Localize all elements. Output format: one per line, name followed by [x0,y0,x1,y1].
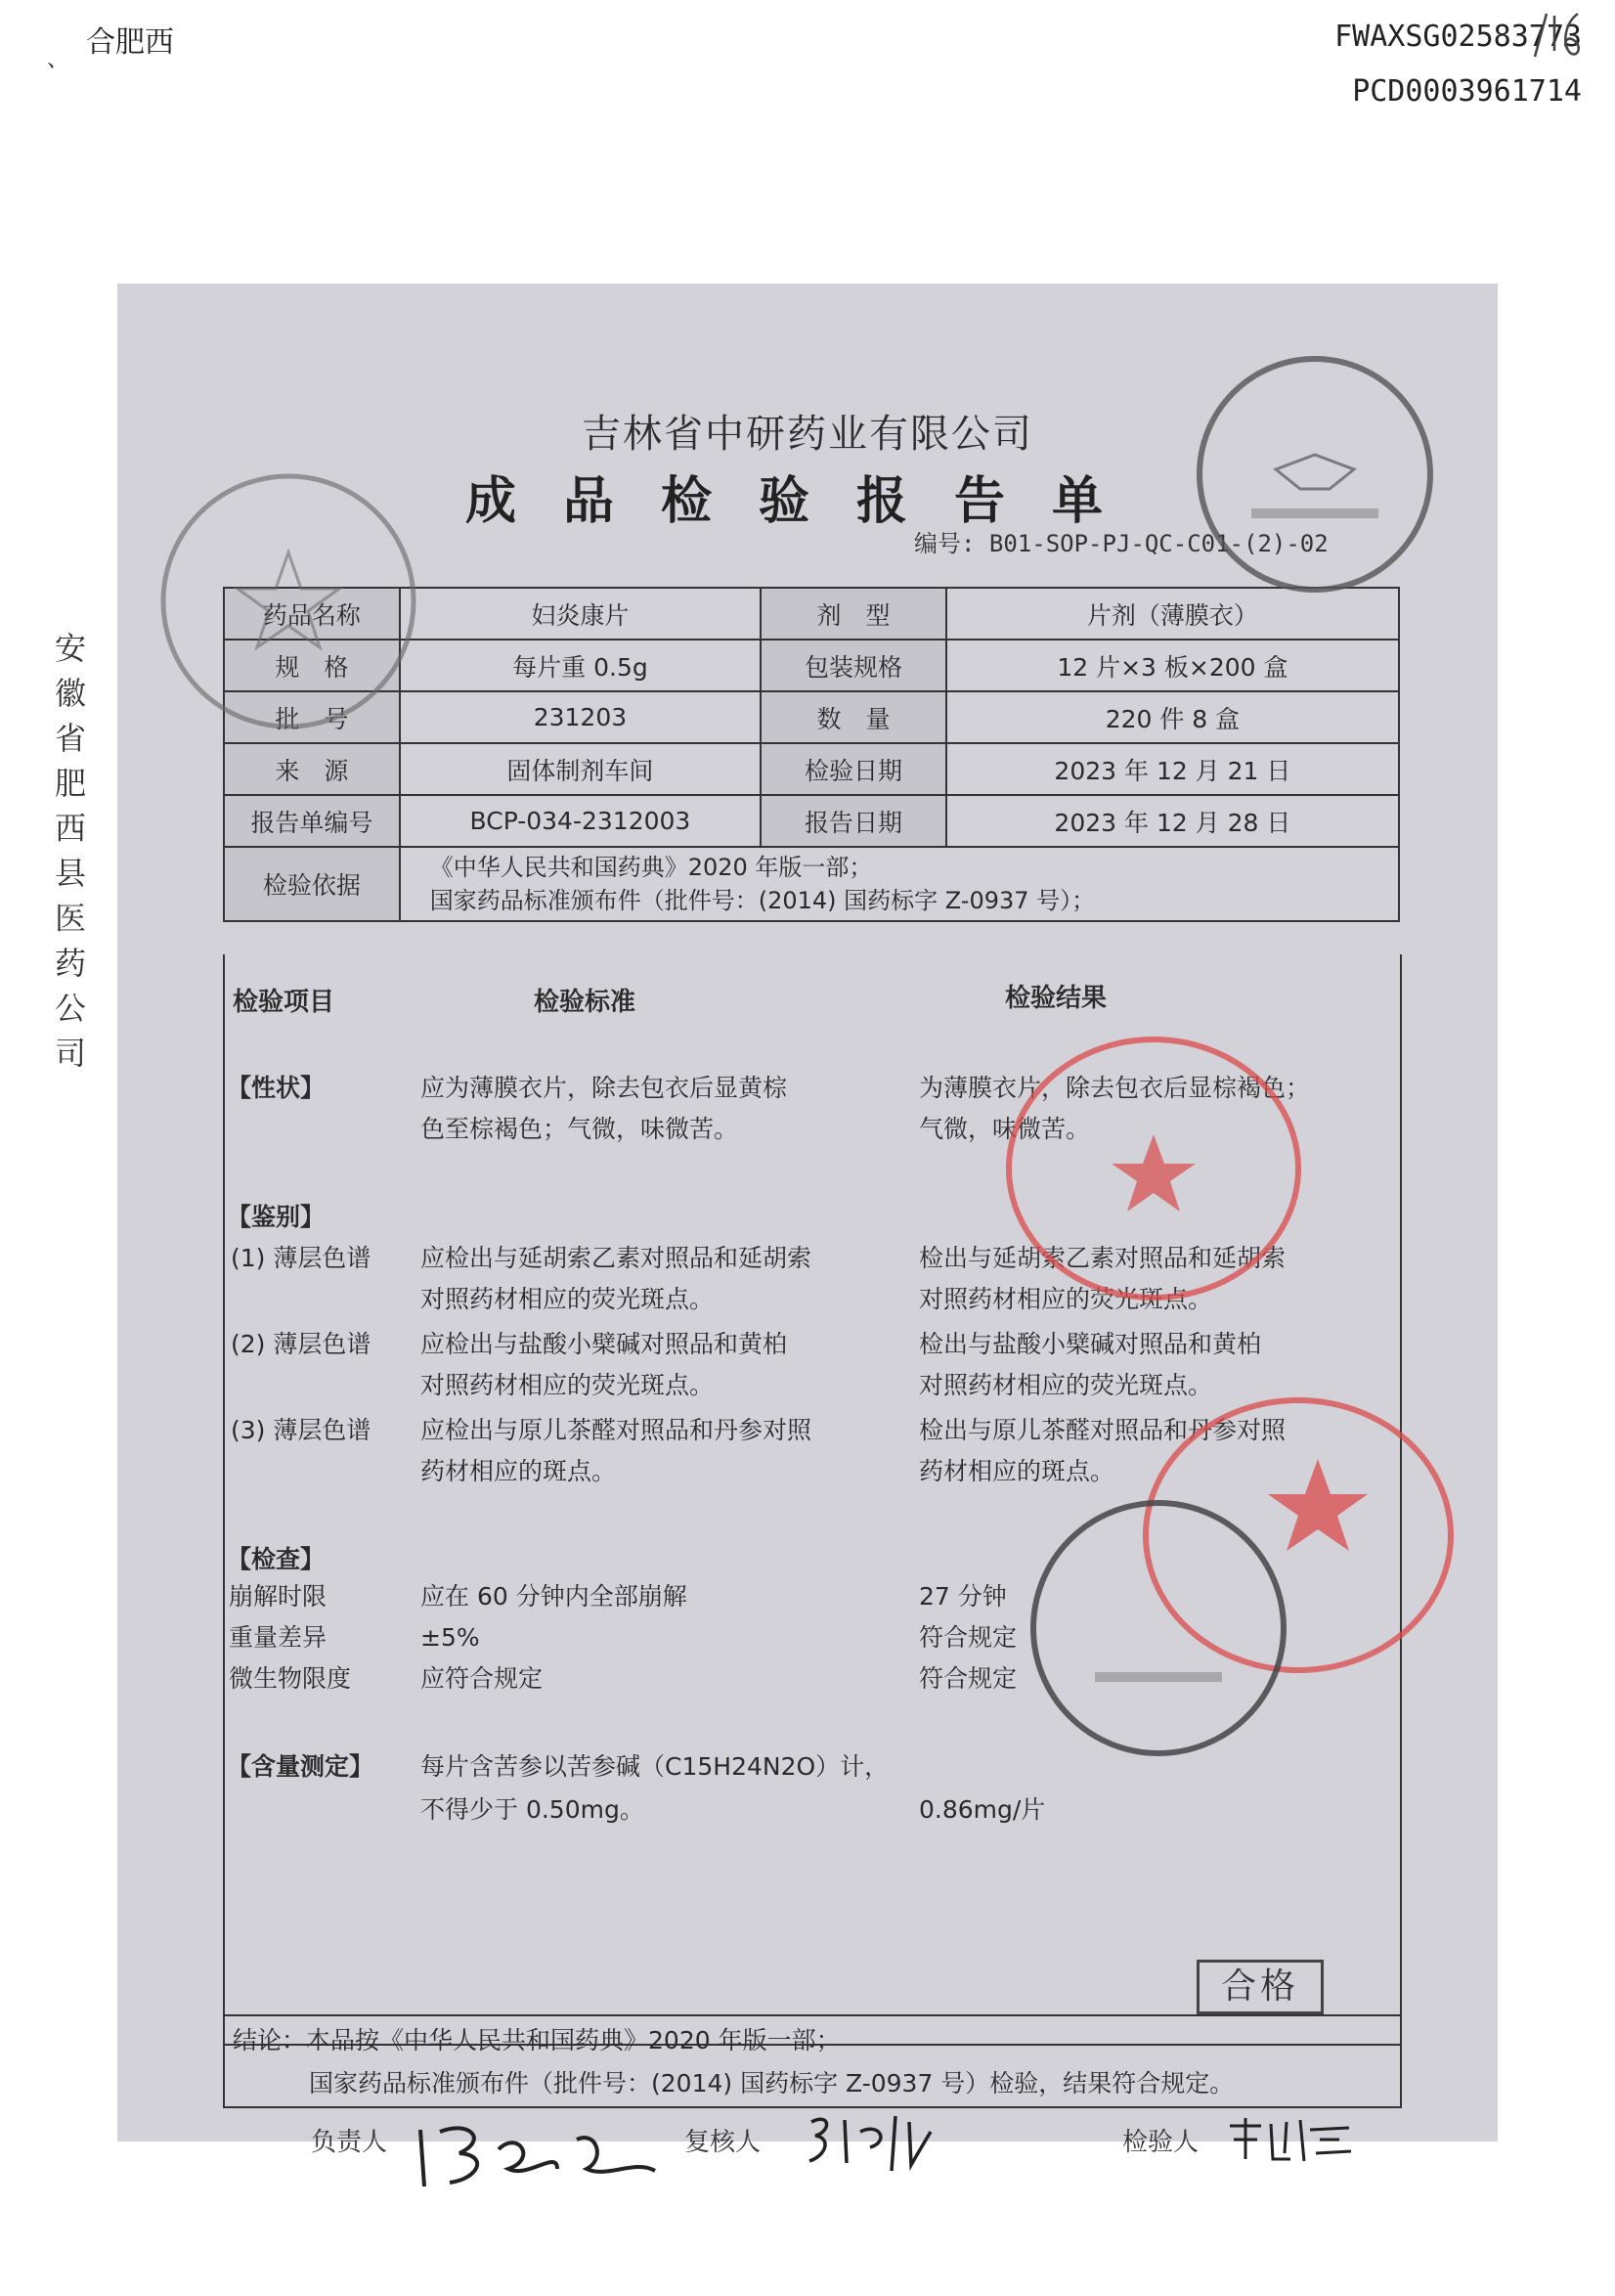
inspection-result: 符合规定 [919,1623,1018,1652]
package-label: 包装规格 [761,640,946,691]
report-title: 成品检验报告单 [464,471,1150,531]
document-id-1: FWAXSG02583773 [1334,20,1582,54]
basis-line-2: 国家药品标准颁布件（批件号：(2014) 国药标字 Z-0937 号）； [429,887,1096,914]
reviewer-signature [802,2102,938,2181]
product-name: 妇炎康片 [400,588,761,640]
identification-item-name: (1) 薄层色谱 [231,1244,371,1272]
identification-standard: 应检出与盐酸小檗碱对照品和黄柏 [420,1330,788,1358]
table-row [224,795,1399,847]
basis-label: 检验依据 [224,847,400,921]
identification-standard: 药材相应的斑点。 [420,1457,617,1485]
dosage-form: 片剂（薄膜衣） [946,588,1399,640]
column-header-standard: 检验标准 [534,988,636,1017]
inspection-standard: 应在 60 分钟内全部崩解 [420,1582,687,1611]
identification-result: 检出与延胡索乙素对照品和延胡索 [919,1244,1287,1272]
report-number: BCP-034-2312003 [400,795,761,847]
batch: 231203 [400,691,761,743]
document-id-2: PCD0003961714 [1352,74,1582,109]
batch-label: 批 号 [224,691,400,743]
column-header-result: 检验结果 [1005,984,1108,1013]
pass-stamp: 合格 [1197,1960,1324,2014]
identification-result: 检出与原儿茶醛对照品和丹参对照 [919,1416,1287,1444]
report-number-label: 报告单编号 [224,795,400,847]
inspection-item-name: 崩解时限 [229,1582,327,1611]
inspector-signature [1222,2110,1359,2169]
identification-result: 对照药材相应的荧光斑点。 [919,1371,1213,1399]
assay-standard-1: 每片含苦参以苦参碱（C15H24N2O）计， [420,1752,890,1781]
quantity: 220 件 8 盒 [946,691,1399,743]
responsible-signature [411,2110,665,2198]
responsible-label: 负责人 [311,2128,388,2157]
appearance-result-2: 气微，味微苦。 [919,1115,1091,1143]
source-label: 来 源 [224,743,400,795]
identification-title: 【鉴别】 [227,1203,326,1231]
top-left-label [47,18,174,72]
assay-standard-2: 不得少于 0.50mg。 [420,1795,644,1824]
inspection-title: 【检查】 [227,1545,326,1573]
conclusion-line-1: 结论：本品按《中华人民共和国药典》2020 年版一部； [233,2026,841,2054]
document-number-value: B01-SOP-PJ-QC-C01-(2)-02 [988,530,1329,557]
identification-item-name: (3) 薄层色谱 [231,1416,371,1444]
basis [400,847,1399,921]
scan-mark: 、 [47,48,69,72]
identification-standard: 对照药材相应的荧光斑点。 [420,1285,715,1313]
inspection-result: 符合规定 [919,1664,1018,1693]
table-row [224,847,1399,921]
identification-result: 药材相应的斑点。 [919,1457,1115,1485]
report-date: 2023 年 12 月 28 日 [946,795,1399,847]
spec-label: 规 格 [224,640,400,691]
quantity-label: 数 量 [761,691,946,743]
inspection-standard: 应符合规定 [420,1664,544,1693]
identification-standard: 应检出与原儿茶醛对照品和丹参对照 [420,1416,812,1444]
inspection-item-name: 微生物限度 [229,1664,352,1693]
spec: 每片重 0.5g [400,640,761,691]
inspection-standard: ±5% [420,1623,480,1652]
report-date-label: 报告日期 [761,795,946,847]
identification-standard: 应检出与延胡索乙素对照品和延胡索 [420,1244,812,1272]
company-name: 吉林省中研药业有限公司 [582,412,1033,457]
company-inspection-seal-top [1183,342,1447,606]
document-number-label: 编号: [914,530,976,557]
appearance-title: 【性状】 [227,1074,326,1102]
top-left-text: 合肥西 [86,25,174,60]
identification-standard: 对照药材相应的荧光斑点。 [420,1371,715,1399]
conclusion-line-2: 国家药品标准颁布件（批件号：(2014) 国药标字 Z-0937 号）检验，结果符合规定。 [309,2069,1235,2097]
assay-result: 0.86mg/片 [919,1795,1046,1824]
appearance-standard-2: 色至棕褐色；气微，味微苦。 [420,1115,739,1143]
side-vertical-text: 安徽省肥西县医药公司 [54,630,86,1072]
identification-item-name: (2) 薄层色谱 [231,1330,371,1358]
test-date: 2023 年 12 月 21 日 [946,743,1399,795]
appearance-result-1: 为薄膜衣片，除去包衣后显棕褐色； [919,1074,1311,1102]
identification-result: 对照药材相应的荧光斑点。 [919,1285,1213,1313]
dosage-form-label: 剂 型 [761,588,946,640]
identification-result: 检出与盐酸小檗碱对照品和黄柏 [919,1330,1262,1358]
test-date-label: 检验日期 [761,743,946,795]
inspection-result: 27 分钟 [919,1582,1007,1611]
assay-title: 【含量测定】 [227,1752,374,1781]
product-name-label: 药品名称 [224,588,400,640]
reviewer-label: 复核人 [684,2128,762,2157]
package: 12 片×3 板×200 盒 [946,640,1399,691]
appearance-standard-1: 应为薄膜衣片，除去包衣后显黄棕 [420,1074,788,1102]
column-header-item: 检验项目 [233,988,335,1017]
company-inspection-seal-bottom [1017,1486,1300,1770]
table-row [224,743,1399,795]
basis-line-1: 《中华人民共和国药典》2020 年版一部； [429,854,873,881]
distributor-quality-seal [147,460,430,743]
inspector-label: 检验人 [1122,2128,1200,2157]
source: 固体制剂车间 [400,743,761,795]
handwritten-page-number [1527,6,1586,65]
inspection-item-name: 重量差异 [229,1623,327,1652]
pharmacy-quality-seal-red [997,1027,1310,1310]
